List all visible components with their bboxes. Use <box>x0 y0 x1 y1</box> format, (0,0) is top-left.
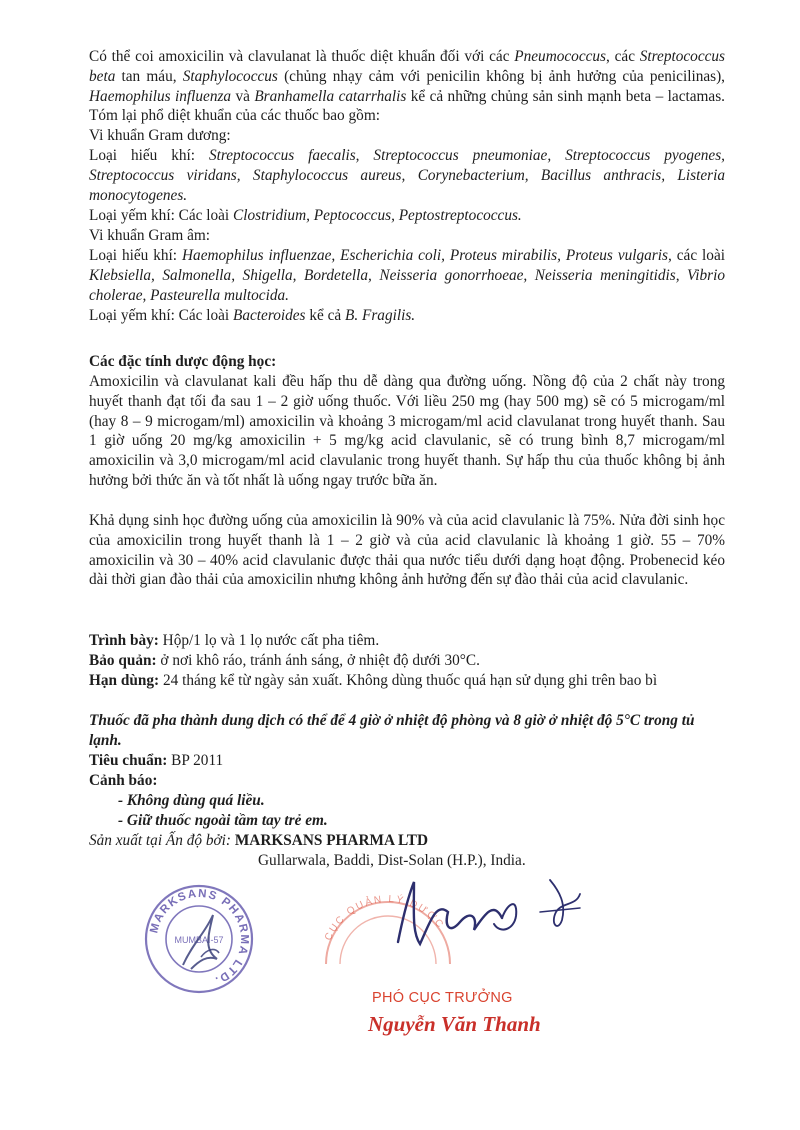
anaerobic-label: Loại yếm khí: Các loài <box>89 307 234 324</box>
intro-text: kể cả những chủng sản sinh mạnh beta – lactamas. Tóm lại phổ diệt khuẩn của các thuốc bao gồm: <box>89 87 725 125</box>
manufacturer-name: MARKSANS PHARMA LTD <box>234 832 429 849</box>
manufacturer-address: Gullarwala, Baddi, Dist-Solan (H.P.), India. <box>258 852 526 869</box>
aerobic-label: Loại hiếu khí: <box>89 147 209 164</box>
gram-positive-heading: Vi khuẩn Gram dương: <box>89 127 231 144</box>
species-name: Pneumococcus <box>514 48 607 65</box>
species-list: Streptococcus faecalis, Streptococcus pneumoniae, Streptococcus pyogenes, Streptococcus viridans, Staphylococcus aureus, Corynebacterium, Bacillus anthracis, Listeria monocytogenes. <box>89 147 725 204</box>
manufacturer-line <box>89 831 725 851</box>
presentation-label: Trình bày: <box>89 632 159 649</box>
gram-negative-heading: Vi khuẩn Gram âm: <box>89 227 211 244</box>
signer-title: PHÓ CỤC TRƯỞNG <box>372 990 513 1006</box>
expiry-label: Hạn dùng: <box>89 672 160 689</box>
species-name: Streptococcus beta <box>89 48 726 85</box>
presentation-line <box>89 631 725 651</box>
expiry-line <box>89 671 725 691</box>
company-seal-stamp <box>143 883 255 995</box>
pk-paragraph-2: Khả dụng sinh học đường uống của amoxicilin là 90% và của acid clavulanic là 75%. Nửa đời sinh học của amoxicilin trong huyết thanh là 1 – 2 giờ và của acid clavulanic là khoảng 1 giờ. 55 – 70% amoxicilin và 30 – 40% acid clavulanic được thải qua nước tiểu dưới dạng hoạt động. Probenecid kéo dài thời gian đào thải của amoxicilin nhưng không ảnh hưởng đến sự đào thải của acid clavulanic. <box>89 512 725 589</box>
gram-negative-aerobic <box>89 246 725 305</box>
standard-value: BP 2011 <box>167 752 224 769</box>
svg-text:MARKSANS PHARMA LTD.: MARKSANS PHARMA LTD. <box>148 887 251 987</box>
species-name: Branhamella catarrhalis <box>254 87 407 105</box>
aerobic-label: Loại hiếu khí: <box>89 247 182 264</box>
warning-item: - Không dùng quá liều. <box>118 792 265 809</box>
manufacturer-label: Sản xuất tại Ấn độ bởi: <box>89 832 231 849</box>
species-list: Haemophilus influenzae, Escherichia coli, Proteus mirabilis, Proteus vulgaris, <box>182 247 672 264</box>
pk-heading: Các đặc tính dược động học: <box>89 353 277 370</box>
anaerobic-label: Loại yếm khí: Các loài <box>89 207 234 224</box>
species-name: Haemophilus influenza <box>89 87 232 105</box>
species-list: Klebsiella, Salmonella, Shigella, Bordetella, Neisseria gonorrhoeae, Neisseria meningitidis, Vibrio cholerae, Pasteurella multocida. <box>89 266 725 304</box>
signature-mark <box>390 872 590 952</box>
standard-line <box>89 751 725 771</box>
species-name: Bacteroides <box>233 307 306 324</box>
signer-name: Nguyễn Văn Thanh <box>368 1012 541 1036</box>
aerobic-text: các loài <box>671 247 725 264</box>
intro-text: Có thể coi amoxicilin và clavulanat là thuốc diệt khuẩn đối với các <box>89 48 515 65</box>
warning-heading: Cảnh báo: <box>89 772 158 789</box>
svg-text:MUMBAI-57: MUMBAI-57 <box>174 935 224 945</box>
expiry-value: 24 tháng kể từ ngày sản xuất. Không dùng thuốc quá hạn sử dụng ghi trên bao bì <box>159 672 658 689</box>
svg-text:CỤC QUẢN LÝ DƯỢC: CỤC QUẢN LÝ DƯỢC <box>322 893 447 943</box>
intro-paragraph <box>89 47 725 126</box>
anaerobic-text: kể cả <box>305 307 346 324</box>
intro-text: và <box>231 87 255 105</box>
presentation-value: Hộp/1 lọ và 1 lọ nước cất pha tiêm. <box>158 632 380 649</box>
pk-paragraph-1: Amoxicilin và clavulanat kali đều hấp thu dễ dàng qua đường uống. Nồng độ của 2 chất này trong huyết thanh đạt tối đa sau 1 – 2 giờ uống thuốc. Với liều 250 mg (hay 500 mg) sẽ có 5 microgam/ml (hay 8 – 9 microgam/ml) amoxicilin và khoảng 3 microgam/ml acid clavulanat trong huyết thanh. Sau 1 giờ uống 20 mg/kg amoxicilin + 5 mg/kg acid clavulanic, sẽ có trung bình 8,7 microgam/ml amoxicilin và 3,0 microgam/ml acid clavulanic trong huyết thanh. Sự hấp thu của thuốc không bị ảnh hưởng bởi thức ăn và tốt nhất là uống ngay trước bữa ăn. <box>89 373 725 489</box>
reconstituted-note: Thuốc đã pha thành dung dịch có thể để 4 giờ ở nhiệt độ phòng và 8 giờ ở nhiệt độ 5°C trong tủ lạnh. <box>89 712 695 749</box>
species-name: Staphylococcus <box>182 67 278 85</box>
gram-positive-anaerobic <box>89 206 725 226</box>
intro-text: , các <box>606 48 640 65</box>
storage-value: ở nơi khô ráo, tránh ánh sáng, ở nhiệt độ dưới 30°C. <box>156 652 480 669</box>
intro-text: (chủng nhạy cảm với penicilin không bị ảnh hưởng của penicilinas), <box>277 67 726 85</box>
storage-line <box>89 651 725 671</box>
standard-label: Tiêu chuẩn: <box>89 752 168 769</box>
warning-item: - Giữ thuốc ngoài tầm tay trẻ em. <box>118 812 328 829</box>
storage-label: Bảo quản: <box>89 652 157 669</box>
species-list: Clostridium, Peptococcus, Peptostreptococcus. <box>233 207 522 224</box>
intro-text: tan máu, <box>115 67 183 85</box>
gram-positive-aerobic <box>89 146 725 205</box>
gram-negative-anaerobic <box>89 306 725 326</box>
species-name: B. Fragilis. <box>345 307 416 324</box>
